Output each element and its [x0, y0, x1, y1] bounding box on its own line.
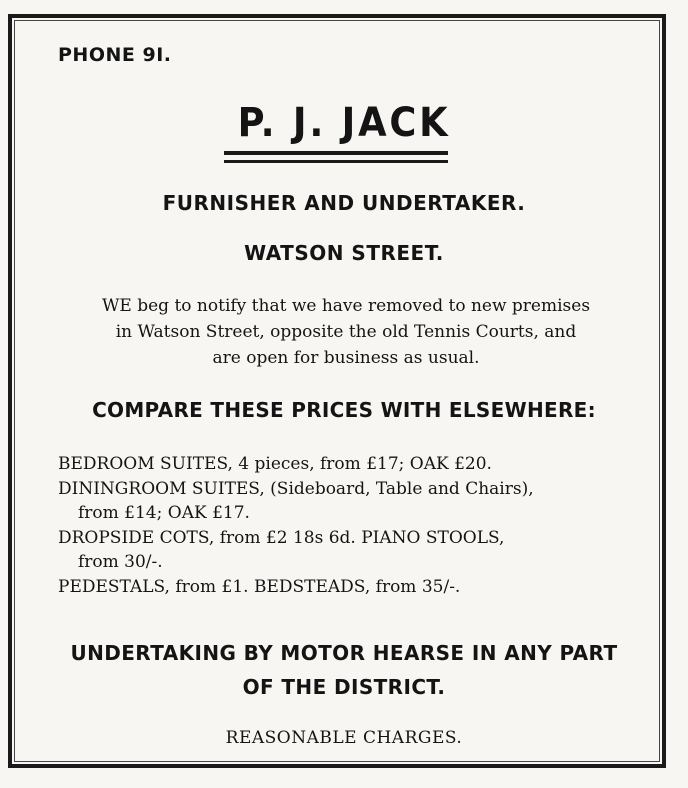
charges-note: REASONABLE CHARGES.	[225, 728, 463, 748]
notice-line: are open for business as usual.	[212, 348, 480, 368]
compare-heading: COMPARE THESE PRICES WITH ELSEWHERE:	[92, 398, 596, 422]
notice-line: in Watson Street, opposite the old Tennis Courts, and	[115, 322, 577, 342]
removal-notice	[46, 293, 646, 371]
price-line-pedestals: PEDESTALS, from £1. BEDSTEADS, from 35/-.	[58, 576, 461, 597]
price-line-diningroom: DININGROOM SUITES, (Sideboard, Table and Chairs),	[58, 478, 534, 499]
title-rule-thick	[224, 151, 448, 155]
hearse-line: OF THE DISTRICT.	[242, 675, 446, 699]
business-name: P. J. JACK	[237, 100, 451, 146]
title-rule-thin	[224, 160, 448, 163]
price-line-cots: DROPSIDE COTS, from £2 18s 6d. PIANO STOOLS,	[58, 527, 505, 548]
phone-number: PHONE 9I.	[58, 44, 172, 66]
hearse-notice	[0, 636, 688, 704]
notice-line: WE beg to notify that we have removed to new premises	[101, 296, 591, 316]
price-list	[58, 452, 638, 599]
hearse-line: UNDERTAKING BY MOTOR HEARSE IN ANY PART	[70, 641, 618, 665]
street-address: WATSON STREET.	[244, 241, 444, 265]
trade-description: FURNISHER AND UNDERTAKER.	[162, 191, 526, 215]
price-line-stools-cont: from 30/-.	[78, 552, 163, 572]
price-line-bedroom: BEDROOM SUITES, 4 pieces, from £17; OAK £20.	[58, 454, 492, 474]
price-line-diningroom-cont: from £14; OAK £17.	[78, 503, 250, 523]
